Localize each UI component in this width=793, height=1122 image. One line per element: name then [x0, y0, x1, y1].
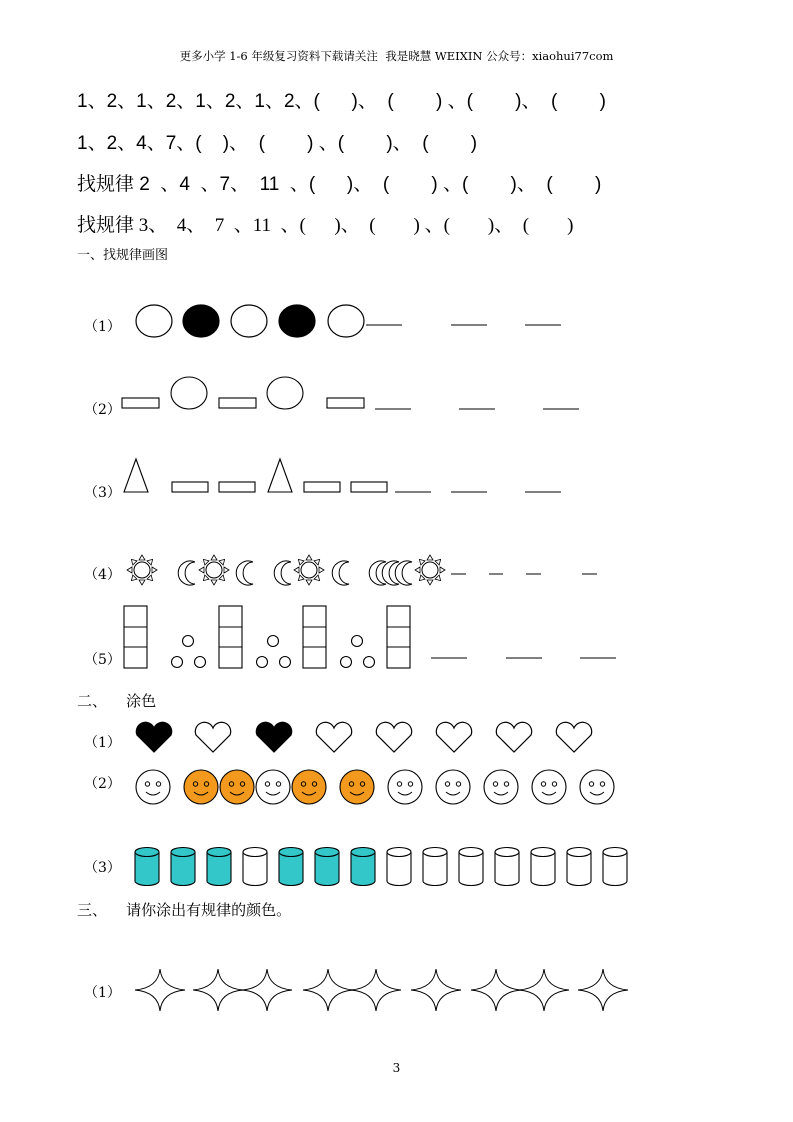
color-row-stars — [135, 969, 628, 1011]
cylinder-empty-icon — [603, 848, 627, 886]
cylinder-teal-icon — [171, 848, 195, 886]
sun-icon — [415, 555, 445, 585]
circle-empty — [231, 305, 267, 337]
rectangle-shape — [122, 398, 159, 408]
circle-empty — [328, 305, 364, 337]
smiley-face-orange-icon — [340, 770, 374, 804]
star-icon — [303, 969, 353, 1011]
heart-filled-icon — [136, 722, 171, 752]
dot-shape — [183, 636, 194, 647]
cylinder-teal-icon — [135, 848, 159, 886]
dot-shape — [341, 657, 352, 668]
sun-icon — [294, 555, 324, 585]
sun-icon — [127, 555, 157, 585]
heart-empty-icon — [316, 722, 351, 752]
block-stack — [387, 606, 410, 668]
smiley-face-icon — [388, 770, 422, 804]
smiley-face-orange-icon — [220, 770, 254, 804]
star-icon — [471, 969, 521, 1011]
moon-icon — [395, 561, 412, 585]
row-label-5: （5） — [84, 652, 121, 668]
rectangle-shape — [219, 398, 256, 408]
rectangle-shape — [351, 482, 387, 492]
star-icon — [193, 969, 243, 1011]
rectangle-shape — [327, 398, 364, 408]
section-3-title: 三、 请你涂出有规律的颜色。 — [77, 901, 292, 919]
circle-empty — [267, 377, 303, 409]
heart-empty-icon — [556, 722, 591, 752]
row-label-3: （3） — [84, 485, 121, 501]
color-row-hearts — [136, 722, 591, 752]
heart-empty-icon — [496, 722, 531, 752]
rectangle-shape — [304, 482, 340, 492]
cylinder-empty-icon — [423, 848, 447, 886]
color-row-smileys — [136, 770, 614, 804]
cylinder-empty-icon — [243, 848, 267, 886]
moon-icon — [274, 561, 291, 585]
star-icon — [411, 969, 461, 1011]
dot-shape — [257, 657, 268, 668]
row-label-2: （2） — [84, 402, 121, 418]
heart-empty-icon — [376, 722, 411, 752]
sequence-1: 1、2、1、2、1、2、1、2、( )、 ( ) 、( )、 ( ) — [77, 91, 606, 112]
dot-shape — [280, 657, 291, 668]
star-row-label-1: （1） — [84, 985, 121, 1001]
star-icon — [242, 969, 292, 1011]
cylinder-empty-icon — [459, 848, 483, 886]
cylinder-teal-icon — [207, 848, 231, 886]
star-icon — [135, 969, 185, 1011]
cylinder-empty-icon — [495, 848, 519, 886]
cylinder-empty-icon — [531, 848, 555, 886]
page-header: 更多小学 1-6 年级复习资料下载请关注 我是晓慧 WEIXIN 公众号：xiaohui77com — [179, 49, 614, 63]
circle-filled — [279, 305, 315, 337]
heart-empty-icon — [195, 722, 230, 752]
dot-shape — [352, 636, 363, 647]
block-stack — [219, 606, 242, 668]
dot-shape — [364, 657, 375, 668]
color-row-label-2: （2） — [84, 776, 121, 792]
sun-icon — [199, 555, 229, 585]
pattern-row-rect-circle — [122, 377, 579, 409]
color-row-cylinders — [135, 848, 627, 886]
circle-empty — [136, 305, 172, 337]
row-label-1: （1） — [84, 319, 121, 335]
block-stack — [303, 606, 326, 668]
block-stack — [124, 606, 147, 668]
moon-icon — [236, 561, 253, 585]
sequence-2: 1、2、4、7、( )、 ( ) 、( )、 ( ) — [77, 133, 478, 154]
heart-filled-icon — [256, 722, 291, 752]
moon-icon — [332, 561, 349, 585]
sequence-3: 找规律 2 、4 、7、 11 、( )、 ( ) 、( )、 ( ) — [77, 174, 602, 195]
circle-empty — [171, 377, 207, 409]
star-icon — [351, 969, 401, 1011]
triangle-shape — [268, 459, 292, 492]
page-number: 3 — [392, 1061, 401, 1075]
dot-shape — [195, 657, 206, 668]
rectangle-shape — [172, 482, 208, 492]
smiley-face-icon — [532, 770, 566, 804]
dot-shape — [268, 636, 279, 647]
cylinder-teal-icon — [351, 848, 375, 886]
row-label-4: （4） — [84, 567, 121, 583]
cylinder-empty-icon — [567, 848, 591, 886]
star-icon — [578, 969, 628, 1011]
section-2-title: 二、 涂色 — [77, 692, 157, 710]
pattern-row-triangle-rect — [124, 459, 561, 492]
rectangle-shape — [219, 482, 255, 492]
smiley-face-icon — [484, 770, 518, 804]
triangle-shape — [124, 459, 148, 492]
smiley-face-icon — [580, 770, 614, 804]
section-1-title: 一、找规律画图 — [77, 248, 169, 263]
smiley-face-icon — [436, 770, 470, 804]
smiley-face-icon — [136, 770, 170, 804]
cylinder-empty-icon — [387, 848, 411, 886]
star-icon — [519, 969, 569, 1011]
pattern-row-blocks-dots — [124, 606, 616, 668]
moon-icon — [178, 561, 195, 585]
pattern-row-circles — [136, 305, 561, 337]
circle-filled — [183, 305, 219, 337]
color-row-label-3: （3） — [84, 860, 121, 876]
cylinder-teal-icon — [315, 848, 339, 886]
smiley-face-orange-icon — [292, 770, 326, 804]
smiley-face-icon — [256, 770, 290, 804]
dot-shape — [172, 657, 183, 668]
sequence-4: 找规律 3、 4、 7 、11 、( )、 ( ) 、( )、 ( ) — [77, 215, 574, 236]
pattern-row-sun-moon — [127, 555, 597, 585]
smiley-face-orange-icon — [184, 770, 218, 804]
heart-empty-icon — [436, 722, 471, 752]
color-row-label-1: （1） — [84, 735, 121, 751]
cylinder-teal-icon — [279, 848, 303, 886]
